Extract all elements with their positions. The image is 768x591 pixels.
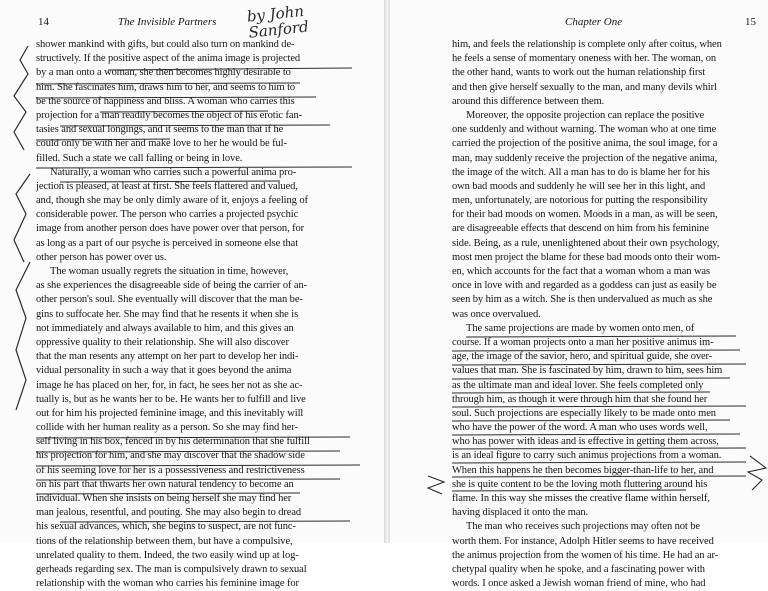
text-line: be the source of happiness and bliss. A woman who carries this (36, 95, 295, 107)
text-line: other person has power over us. (36, 251, 167, 263)
text-line: gins to suffocate her. She may find that he resents it when she is (36, 308, 299, 320)
text-line: around this difference between them. (452, 95, 605, 107)
text-line: individual. When she insists on being herself she may find her (36, 493, 292, 504)
text-line: tually is, but as he wants her to be. He wants her to fulfill and live (36, 393, 306, 405)
text-line: shower mankind with gifts, but could also turn on mankind de- (36, 39, 295, 50)
text-line: who have the power of the word. A man who uses words well, (452, 422, 708, 434)
text-line: one suddenly and without warning. The woman who at one time (452, 124, 717, 136)
text-line: When this happens he then becomes bigger-than-life to her, and (452, 464, 714, 476)
text-line: worth them. For instance, Adolph Hitler seems to have received (452, 535, 714, 547)
left-page-number: 14 (38, 16, 49, 28)
right-page (390, 0, 768, 590)
text-line: structively. If the positive aspect of the anima image is projected (36, 53, 301, 65)
text-line: man, may suddenly receive the projection of the negative anima, (452, 152, 718, 164)
text-line: course. If a woman projects onto a man her positive animus im- (452, 336, 714, 348)
text-line: tasies and sexual longings, and it seems to the man that if he (36, 124, 284, 136)
text-line: he feels a sense of momentary oneness with her. The woman, on (452, 53, 717, 65)
text-line: The same projections are made by women onto men, of (466, 322, 695, 334)
text-line: is an ideal figure to carry such animus projections from a woman. (452, 450, 722, 462)
text-line: gerheads regarding sex. The man is compulsively drawn to sexual (36, 563, 307, 575)
text-line: Naturally, a woman who carries such a powerful anima pro- (50, 166, 297, 178)
text-line: projection for a man readily becomes the object of his erotic fan- (36, 109, 303, 121)
text-line: The woman usually regrets the situation in time, however, (50, 266, 289, 277)
text-line: she is quite content to be the loving moth fluttering around his (452, 478, 708, 490)
margin-bracket-mark (16, 262, 30, 410)
text-line: jection is pleased, at least at first. She feels flattered and valued, (36, 180, 298, 192)
handwritten-author-note: by John Sanford (246, 1, 310, 42)
text-line: are disagreeable effects that descend on him from his feminine (452, 223, 709, 235)
text-line: side. Being, as a rule, unenlightened about their own psychology, (452, 237, 720, 249)
text-line: through him, as though it were through him that she found her (452, 393, 708, 405)
margin-bracket-mark (14, 46, 28, 150)
text-line: most men project the blame for these bad moods onto their wom- (452, 251, 721, 263)
text-line: him, and feels the relationship is complete only after coitus, when (452, 39, 722, 50)
text-line: once in love with and regarded as a goddess can just as easily be (452, 280, 717, 292)
text-line: vidual personality in such a way that it goes beyond the anima (36, 365, 292, 377)
text-line: other person's soul. She eventually will discover that the man be- (36, 294, 303, 306)
left-running-title: The Invisible Partners (118, 16, 217, 28)
text-line: the animus projection from the women of his time. He had an ar- (452, 549, 719, 561)
left-body-text (36, 38, 366, 591)
text-line: the image of the witch. All a man has to do is blame her for his (452, 166, 710, 178)
text-line: age, the image of the savior, hero, and spiritual guide, she over- (452, 351, 713, 363)
text-line: considerable power. The person who carries a projected psychic (36, 209, 299, 221)
text-line: unrelated quality to them. Indeed, the two easily wind up at log- (36, 549, 299, 561)
text-line: image he has placed on her, for, in fact, he sees her not as she ac- (36, 379, 303, 391)
text-line: by a man onto a woman, she then becomes highly desirable to (36, 67, 291, 79)
margin-star-mark (748, 456, 766, 490)
text-line: en, which accounts for the fact that a woman whom a man was (452, 266, 710, 277)
text-line: as she experiences the disagreeable side of being the carrier of an- (36, 280, 308, 292)
text-line: his sexual advances, which, she begins to suspect, are not func- (36, 521, 296, 533)
text-line: carried the projection of the positive anima, the soul image, for a (452, 138, 718, 150)
text-line: own bad moods and suddenly he will see her in this light, and (452, 180, 706, 192)
margin-bracket-mark (14, 174, 30, 262)
text-line: was once overvalued. (452, 308, 541, 320)
text-line: oppressive quality to their relationship. She will also discover (36, 336, 289, 348)
text-line: collide with her human reality as a person. So she may find her- (36, 422, 298, 434)
text-line: of his seeming love for her is a possessiveness and restrictiveness (36, 464, 305, 476)
text-line: his projection for him, and she may discover that the shadow side (36, 450, 305, 462)
text-line: tions of the relationship between them, but have a compulsive, (36, 535, 293, 547)
text-line: as long as a part of our psyche is perceived in someone else that (36, 237, 299, 249)
text-line: The man who receives such projections may often not be (466, 521, 700, 533)
text-line: having displaced it onto the man. (452, 507, 589, 519)
text-line: the other hand, wants to work out the human relationship first (452, 67, 706, 79)
text-line: words. I once asked a Jewish woman friend of mine, who had (452, 578, 706, 590)
right-body-text (452, 38, 748, 591)
text-line: who has power with ideas and is effective in getting them across, (452, 436, 719, 448)
text-line: not immediately and always available to him, and this gives an (36, 322, 294, 334)
text-line: as the ultimate man and ideal lover. She feels completed only (452, 379, 704, 391)
text-line: flame. In this way she misses the creative flame within herself, (452, 493, 710, 504)
text-line: image from another person does have power over that person, for (36, 223, 305, 235)
text-line: values that man. She is fascinated by him, drawn to him, sees him (452, 365, 723, 377)
margin-star-mark (428, 476, 444, 494)
text-line: men, unfortunately, are notorious for putting the responsibility (452, 195, 708, 207)
text-line: relationship with the woman who carries his feminine image for (36, 578, 299, 590)
text-line: filled. Such a state we call falling or being in love. (36, 152, 243, 164)
text-line: out for him his projected feminine image, and this inevitably will (36, 407, 304, 419)
text-line: for their bad moods on women. Moods in a man, as will be seen, (452, 209, 718, 221)
text-line: and then give herself sexually to the man, and many devils whirl (452, 81, 717, 93)
text-line: Moreover, the opposite projection can replace the positive (466, 109, 705, 121)
text-line: chetypal quality when he spoke, and a fascinating power with (452, 563, 705, 575)
text-line: could only be with her and make love to her he would be ful- (36, 138, 287, 150)
left-page (0, 0, 384, 590)
text-line: him. She fascinates him, draws him to her, and seems to him to (36, 81, 296, 93)
text-line: and, though she may be only dimly aware of it, enjoys a feeling of (36, 195, 308, 207)
text-line: that the man resents any attempt on her part to develop her indi- (36, 351, 299, 363)
right-chapter-title: Chapter One (565, 16, 623, 28)
right-page-number: 15 (745, 16, 756, 28)
text-line: on his part that thwarts her own natural tendency to become an (36, 478, 294, 490)
text-line: self living in his box, fenced in by his determination that she fulfill (36, 436, 310, 448)
text-line: seen by him as a witch. She is then undervalued as much as she (452, 294, 713, 306)
text-line: man jealous, resentful, and pouting. She may also begin to dread (36, 507, 302, 519)
text-line: soul. Such projections are especially likely to be made onto men (452, 407, 716, 419)
